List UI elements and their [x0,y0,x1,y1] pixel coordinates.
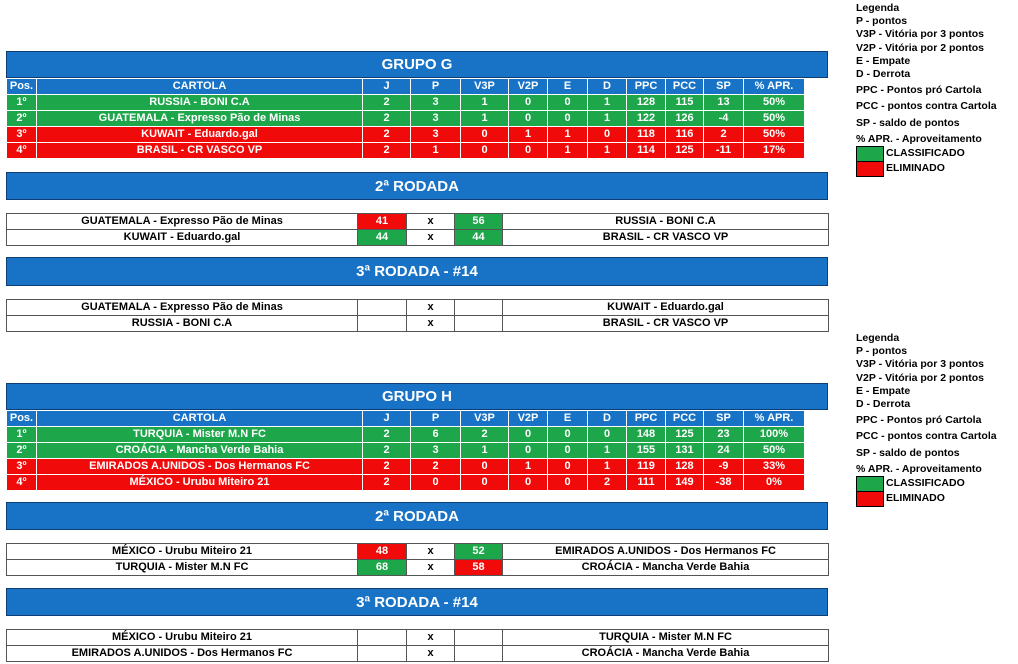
column-header: Pos. [7,411,37,427]
eliminado-swatch [856,161,884,177]
home-score-cell: 68 [358,560,407,576]
home-score-cell [358,630,407,646]
stat-cell: -4 [704,111,744,127]
stat-cell: 0 [461,127,509,143]
legend-item: PPC - Pontos pró Cartola [856,84,982,97]
stat-cell: 128 [627,95,666,111]
stat-cell: 126 [666,111,704,127]
group-g-standings [6,78,805,159]
stat-cell: 1 [461,443,509,459]
away-score-cell: 58 [455,560,503,576]
stat-cell: 1 [588,443,627,459]
stat-cell: 114 [627,143,666,159]
stat-cell: 4º [7,475,37,491]
legend-title: Legenda [856,2,900,14]
away-team-cell: CROÁCIA - Mancha Verde Bahia [503,560,829,576]
home-team-cell: GUATEMALA - Expresso Pão de Minas [7,300,358,316]
away-score-cell: 52 [455,544,503,560]
legend-item: E - Empate [856,384,911,397]
column-header: E [548,411,588,427]
legend-item: % APR. - Aproveitamento [856,462,982,475]
match-row [7,300,829,316]
legend-item: SP - saldo de pontos [856,116,960,129]
home-team-cell: KUWAIT - Eduardo.gal [7,230,358,246]
legend-eliminado [856,491,997,506]
stat-cell: 3 [411,95,461,111]
legend-item: D - Derrota [856,398,911,411]
match-row [7,646,829,662]
stat-cell: 0 [461,459,509,475]
column-header: P [411,411,461,427]
group-h-round3-title: 3ª RODADA - #14 [6,588,828,616]
match-row [7,630,829,646]
column-header: Pos. [7,79,37,95]
stat-cell: 1 [461,111,509,127]
column-header: J [363,411,411,427]
stat-cell: 50% [744,111,805,127]
stat-cell: 1º [7,95,37,111]
table-row [7,95,805,111]
stat-cell: -11 [704,143,744,159]
column-header: PPC [627,79,666,95]
team-name-cell: BRASIL - CR VASCO VP [37,143,363,159]
column-header: SP [704,79,744,95]
stat-cell: 3 [411,443,461,459]
stat-cell: 13 [704,95,744,111]
home-score-cell: 41 [358,214,407,230]
standings-header-row [7,79,805,95]
stat-cell: 118 [627,127,666,143]
versus-cell: x [407,316,455,332]
column-header: CARTOLA [37,79,363,95]
table-row [7,111,805,127]
away-team-cell: CROÁCIA - Mancha Verde Bahia [503,646,829,662]
stat-cell: 0 [588,427,627,443]
table-row [7,475,805,491]
column-header: PCC [666,79,704,95]
stat-cell: 115 [666,95,704,111]
stat-cell: 1 [548,143,588,159]
stat-cell: 155 [627,443,666,459]
stat-cell: 0 [461,143,509,159]
team-name-cell: EMIRADOS A.UNIDOS - Dos Hermanos FC [37,459,363,475]
stat-cell: 24 [704,443,744,459]
stat-cell: 0 [461,475,509,491]
away-team-cell: TURQUIA - Mister M.N FC [503,630,829,646]
column-header: J [363,79,411,95]
legend-item: PCC - pontos contra Cartola [856,430,997,443]
stat-cell: 0 [548,111,588,127]
column-header: V2P [509,79,548,95]
standings-header-row [7,411,805,427]
home-score-cell: 48 [358,544,407,560]
stat-cell: -9 [704,459,744,475]
legend-item: SP - saldo de pontos [856,446,960,459]
team-name-cell: GUATEMALA - Expresso Pão de Minas [37,111,363,127]
classificado-label: CLASSIFICADO [886,476,965,489]
stat-cell: 1 [548,127,588,143]
legend-panel-top [856,2,997,176]
legend-item: V3P - Vitória por 3 pontos [856,358,984,371]
stat-cell: -38 [704,475,744,491]
stat-cell: 0 [548,443,588,459]
stat-cell: 1 [588,459,627,475]
stat-cell: 0 [509,111,548,127]
stat-cell: 125 [666,427,704,443]
versus-cell: x [407,230,455,246]
stat-cell: 2 [588,475,627,491]
group-g-round3 [6,299,829,332]
stat-cell: 0 [509,443,548,459]
column-header: D [588,411,627,427]
legend-classificado [856,146,997,161]
stat-cell: 119 [627,459,666,475]
column-header: V3P [461,411,509,427]
stat-cell: 0 [588,127,627,143]
stat-cell: 2 [461,427,509,443]
away-score-cell: 44 [455,230,503,246]
stat-cell: 3º [7,127,37,143]
classificado-swatch [856,146,884,162]
column-header: PCC [666,411,704,427]
away-score-cell [455,300,503,316]
legend-item: P - pontos [856,15,908,28]
stat-cell: 149 [666,475,704,491]
legend-eliminado [856,161,997,176]
stat-cell: 17% [744,143,805,159]
stat-cell: 3º [7,459,37,475]
versus-cell: x [407,544,455,560]
stat-cell: 1 [461,95,509,111]
column-header: V3P [461,79,509,95]
legend-classificado [856,476,997,491]
home-score-cell: 44 [358,230,407,246]
stat-cell: 1 [588,111,627,127]
team-name-cell: TURQUIA - Mister M.N FC [37,427,363,443]
legend-item: PPC - Pontos pró Cartola [856,414,982,427]
stat-cell: 0 [548,459,588,475]
home-score-cell [358,316,407,332]
home-score-cell [358,300,407,316]
stat-cell: 4º [7,143,37,159]
legend-item: PCC - pontos contra Cartola [856,100,997,113]
stat-cell: 0 [509,95,548,111]
stat-cell: 1 [588,95,627,111]
stat-cell: 50% [744,95,805,111]
match-row [7,230,829,246]
legend-item: V2P - Vitória por 2 pontos [856,41,984,54]
stat-cell: 1 [509,127,548,143]
group-g-round3-title: 3ª RODADA - #14 [6,257,828,286]
column-header: PPC [627,411,666,427]
stat-cell: 131 [666,443,704,459]
stat-cell: 2 [363,443,411,459]
stat-cell: 128 [666,459,704,475]
eliminado-swatch [856,491,884,507]
versus-cell: x [407,630,455,646]
table-row [7,443,805,459]
stat-cell: 1 [411,143,461,159]
stat-cell: 0 [509,143,548,159]
home-score-cell [358,646,407,662]
home-team-cell: MÉXICO - Urubu Miteiro 21 [7,630,358,646]
home-team-cell: TURQUIA - Mister M.N FC [7,560,358,576]
stat-cell: 23 [704,427,744,443]
team-name-cell: KUWAIT - Eduardo.gal [37,127,363,143]
table-row [7,427,805,443]
match-row [7,316,829,332]
stat-cell: 2 [704,127,744,143]
stat-cell: 3 [411,127,461,143]
legend-item: V3P - Vitória por 3 pontos [856,28,984,41]
stat-cell: 2 [363,95,411,111]
table-row [7,127,805,143]
legend-item: V2P - Vitória por 2 pontos [856,371,984,384]
group-g-round2-title: 2ª RODADA [6,172,828,200]
stat-cell: 2 [363,459,411,475]
match-row [7,544,829,560]
match-row [7,214,829,230]
stat-cell: 1º [7,427,37,443]
stat-cell: 122 [627,111,666,127]
home-team-cell: EMIRADOS A.UNIDOS - Dos Hermanos FC [7,646,358,662]
stat-cell: 0 [548,95,588,111]
stat-cell: 50% [744,127,805,143]
home-team-cell: MÉXICO - Urubu Miteiro 21 [7,544,358,560]
stat-cell: 33% [744,459,805,475]
classificado-swatch [856,476,884,492]
team-name-cell: CROÁCIA - Mancha Verde Bahia [37,443,363,459]
stat-cell: 2 [363,143,411,159]
group-h-standings [6,410,805,491]
legend-panel-bottom [856,332,997,506]
column-header: CARTOLA [37,411,363,427]
group-h-round2-title: 2ª RODADA [6,502,828,530]
stat-cell: 0% [744,475,805,491]
stat-cell: 2 [363,111,411,127]
away-team-cell: EMIRADOS A.UNIDOS - Dos Hermanos FC [503,544,829,560]
away-team-cell: RUSSIA - BONI C.A [503,214,829,230]
group-h-round2 [6,543,829,576]
column-header: P [411,79,461,95]
stat-cell: 148 [627,427,666,443]
away-score-cell: 56 [455,214,503,230]
away-score-cell [455,316,503,332]
group-h-title: GRUPO H [6,383,828,410]
away-team-cell: BRASIL - CR VASCO VP [503,230,829,246]
home-team-cell: RUSSIA - BONI C.A [7,316,358,332]
stat-cell: 2 [363,475,411,491]
group-h-round3 [6,629,829,662]
away-team-cell: KUWAIT - Eduardo.gal [503,300,829,316]
column-header: V2P [509,411,548,427]
match-row [7,560,829,576]
column-header: E [548,79,588,95]
away-team-cell: BRASIL - CR VASCO VP [503,316,829,332]
table-row [7,459,805,475]
stat-cell: 50% [744,443,805,459]
legend-item: P - pontos [856,345,908,358]
eliminado-label: ELIMINADO [886,491,945,504]
stat-cell: 1 [509,459,548,475]
stat-cell: 0 [509,427,548,443]
stat-cell: 0 [411,475,461,491]
legend-item: % APR. - Aproveitamento [856,132,982,145]
stat-cell: 111 [627,475,666,491]
column-header: SP [704,411,744,427]
stat-cell: 3 [411,111,461,127]
stat-cell: 2º [7,443,37,459]
column-header: D [588,79,627,95]
stat-cell: 2 [363,427,411,443]
stat-cell: 1 [588,143,627,159]
away-score-cell [455,646,503,662]
stat-cell: 125 [666,143,704,159]
stat-cell: 0 [548,427,588,443]
legend-title: Legenda [856,332,900,344]
versus-cell: x [407,214,455,230]
eliminado-label: ELIMINADO [886,161,945,174]
stat-cell: 116 [666,127,704,143]
away-score-cell [455,630,503,646]
stat-cell: 2 [411,459,461,475]
legend-item: D - Derrota [856,68,911,81]
classificado-label: CLASSIFICADO [886,146,965,159]
stat-cell: 0 [548,475,588,491]
column-header: % APR. [744,79,805,95]
table-row [7,143,805,159]
stat-cell: 100% [744,427,805,443]
stat-cell: 2 [363,127,411,143]
legend-item: E - Empate [856,54,911,67]
column-header: % APR. [744,411,805,427]
stat-cell: 6 [411,427,461,443]
group-g-title: GRUPO G [6,51,828,78]
stat-cell: 0 [509,475,548,491]
versus-cell: x [407,300,455,316]
team-name-cell: MÉXICO - Urubu Miteiro 21 [37,475,363,491]
versus-cell: x [407,560,455,576]
team-name-cell: RUSSIA - BONI C.A [37,95,363,111]
home-team-cell: GUATEMALA - Expresso Pão de Minas [7,214,358,230]
stat-cell: 2º [7,111,37,127]
group-g-round2 [6,213,829,246]
versus-cell: x [407,646,455,662]
